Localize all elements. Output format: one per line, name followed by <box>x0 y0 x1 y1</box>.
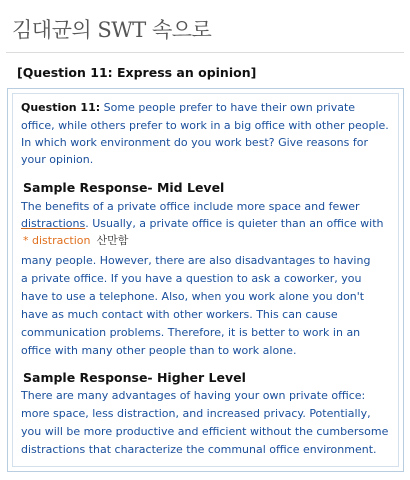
higher-line-1: There are many advantages of having your own private office: <box>21 389 366 402</box>
mid-line-7: communication problems. Therefore, it is better to work in an <box>21 326 361 339</box>
vocab-meaning: 산만함 <box>96 234 129 247</box>
question-text-1: Some people prefer to have their own private <box>100 101 356 114</box>
higher-line-2: more space, less distraction, and increased privacy. Potentially, <box>21 407 371 420</box>
mid-line-5: have to use a telephone. Also, when you work alone you don't <box>21 290 365 303</box>
question-line-1 <box>21 99 396 117</box>
mid-line-6: have as much contact with other workers. This can cause <box>21 308 338 321</box>
higher-level-heading: Sample Response- Higher Level <box>23 370 246 385</box>
question-label: Question 11: <box>21 101 101 114</box>
page-title: 김대균의 SWT 속으로 <box>12 18 212 42</box>
question-line-2: office, while others prefer to work in a big office with other people. <box>21 119 389 132</box>
mid-line-2-rest: . Usually, a private office is quieter than an office with <box>85 217 384 230</box>
distractions-underlined: distractions <box>21 217 86 230</box>
mid-line-1: The benefits of a private office include more space and fewer <box>21 200 360 213</box>
higher-line-4: distractions that characterize the communal office environment. <box>21 443 377 456</box>
mid-line-4: a private office. If you have a question to ask a coworker, you <box>21 272 362 285</box>
mid-level-heading: Sample Response- Mid Level <box>23 180 225 195</box>
question-line-4: your opinion. <box>21 153 94 166</box>
question-header: [Question 11: Express an opinion] <box>17 65 257 80</box>
mid-line-3: many people. However, there are also disadvantages to having <box>21 254 371 267</box>
mid-line-8: office with many other people than to work alone. <box>21 344 297 357</box>
title-divider <box>6 52 404 53</box>
content-box <box>7 88 404 472</box>
mid-line-2 <box>21 215 396 233</box>
higher-line-3: you will be more productive and efficient without the cumbersome <box>21 425 389 438</box>
vocab-term: * distraction <box>23 234 91 247</box>
question-line-3: In which work environment do you work best? Give reasons for <box>21 136 369 149</box>
vocab-note <box>23 232 128 248</box>
